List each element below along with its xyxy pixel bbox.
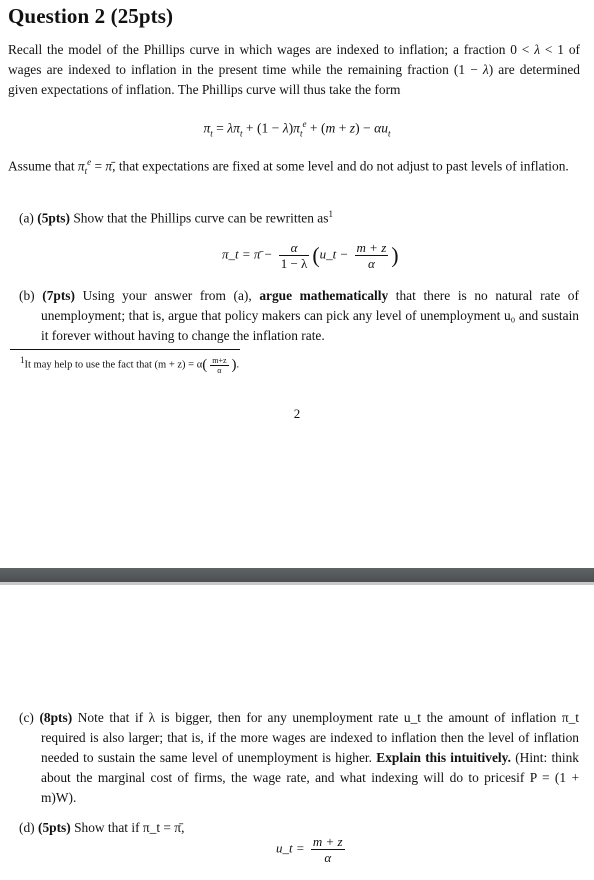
part-c: [19, 708, 579, 808]
part-d-label: (d): [19, 820, 35, 835]
page-separator: [0, 568, 594, 582]
eq3-fraction: $\frac{m + z}{\alpha}$: [312, 834, 343, 865]
part-a-label: (a): [19, 210, 34, 226]
unemployment-equation: [276, 834, 348, 865]
footnote: $^1$It may help to use the fact that (m + z) = α( $\frac{m+z}{\alpha}$ ).: [20, 355, 240, 375]
part-b-label: (b): [19, 288, 35, 303]
eq2-lhs: π_t = π̄ −: [222, 246, 273, 262]
part-d-text: Show that if π_t = π̄,: [74, 820, 185, 835]
eq3-lhs: u_t =: [276, 840, 305, 856]
rewritten-phillips-equation: π_t = π̄ − $\frac{\alpha}{1 - \lambda}$ (u_t − $\frac{m + z}{\alpha}$ ): [222, 240, 399, 271]
part-c-emphasis: Explain this intuitively.: [376, 750, 511, 765]
part-a-text: Show that the Phillips curve can be rewritten as: [73, 210, 329, 226]
eq2-inner-fraction: $\frac{m + z}{\alpha}$: [356, 240, 387, 271]
part-b: [19, 286, 579, 346]
part-c-text-after: (Hint: think about the marginal cost of firms, the wage rate, and what indexing will do to pricesif P = (1 + m)W).: [41, 750, 579, 805]
part-b-text-after: that there is no natural rate of unemployment; that is, argue that policy makers can pick any level of unemployment u₀ and sustain it forever without having to change the inflation rate.: [41, 288, 579, 343]
part-b-points: (7pts): [42, 288, 75, 303]
part-a: [19, 204, 579, 228]
page-number: 2: [293, 406, 301, 421]
part-c-points: (8pts): [39, 710, 73, 725]
part-b-emphasis: argue mathematically: [259, 288, 389, 303]
intro-paragraph: Recall the model of the Phillips curve in which wages are indexed to inflation; a fraction 0 < λ < 1 of wages are indexed to inflation in the present time while the remaining fraction (1 − λ) are determined given expectations of inflation. The Phillips curve will thus take the form: [8, 42, 580, 97]
part-c-label: (c): [19, 710, 34, 725]
part-c-text-before: Note that if λ is bigger, then for any unemployment rate u_t the amount of inflation π_t required is also larger; that is, if the more wages are indexed to inflation then the level of inflation needed to sustain the same level of unemployment is higher.: [41, 710, 580, 765]
part-d-points: (5pts): [37, 820, 71, 835]
footnote-mark: 1: [328, 209, 333, 219]
phillips-curve-equation: $\pi_t = \lambda\pi_t + (1 - \lambda)\pi_t^e + (m + z) - \alpha u_t$: [203, 119, 391, 139]
assumption-paragraph: Assume that $\pi_t^e$ = π̄, that expectations are fixed at some level and do not adjust to past levels of inflation.: [8, 157, 569, 177]
eq2-inner-left: u_t −: [319, 246, 349, 262]
part-b-text-before: Using your answer from (a),: [82, 288, 252, 303]
question-title: Question 2 (25pts): [8, 4, 174, 28]
footnote-rule: [10, 349, 240, 350]
eq2-fraction: $\frac{\alpha}{1 - \lambda}$: [280, 240, 308, 271]
part-a-points: (5pts): [37, 210, 70, 226]
